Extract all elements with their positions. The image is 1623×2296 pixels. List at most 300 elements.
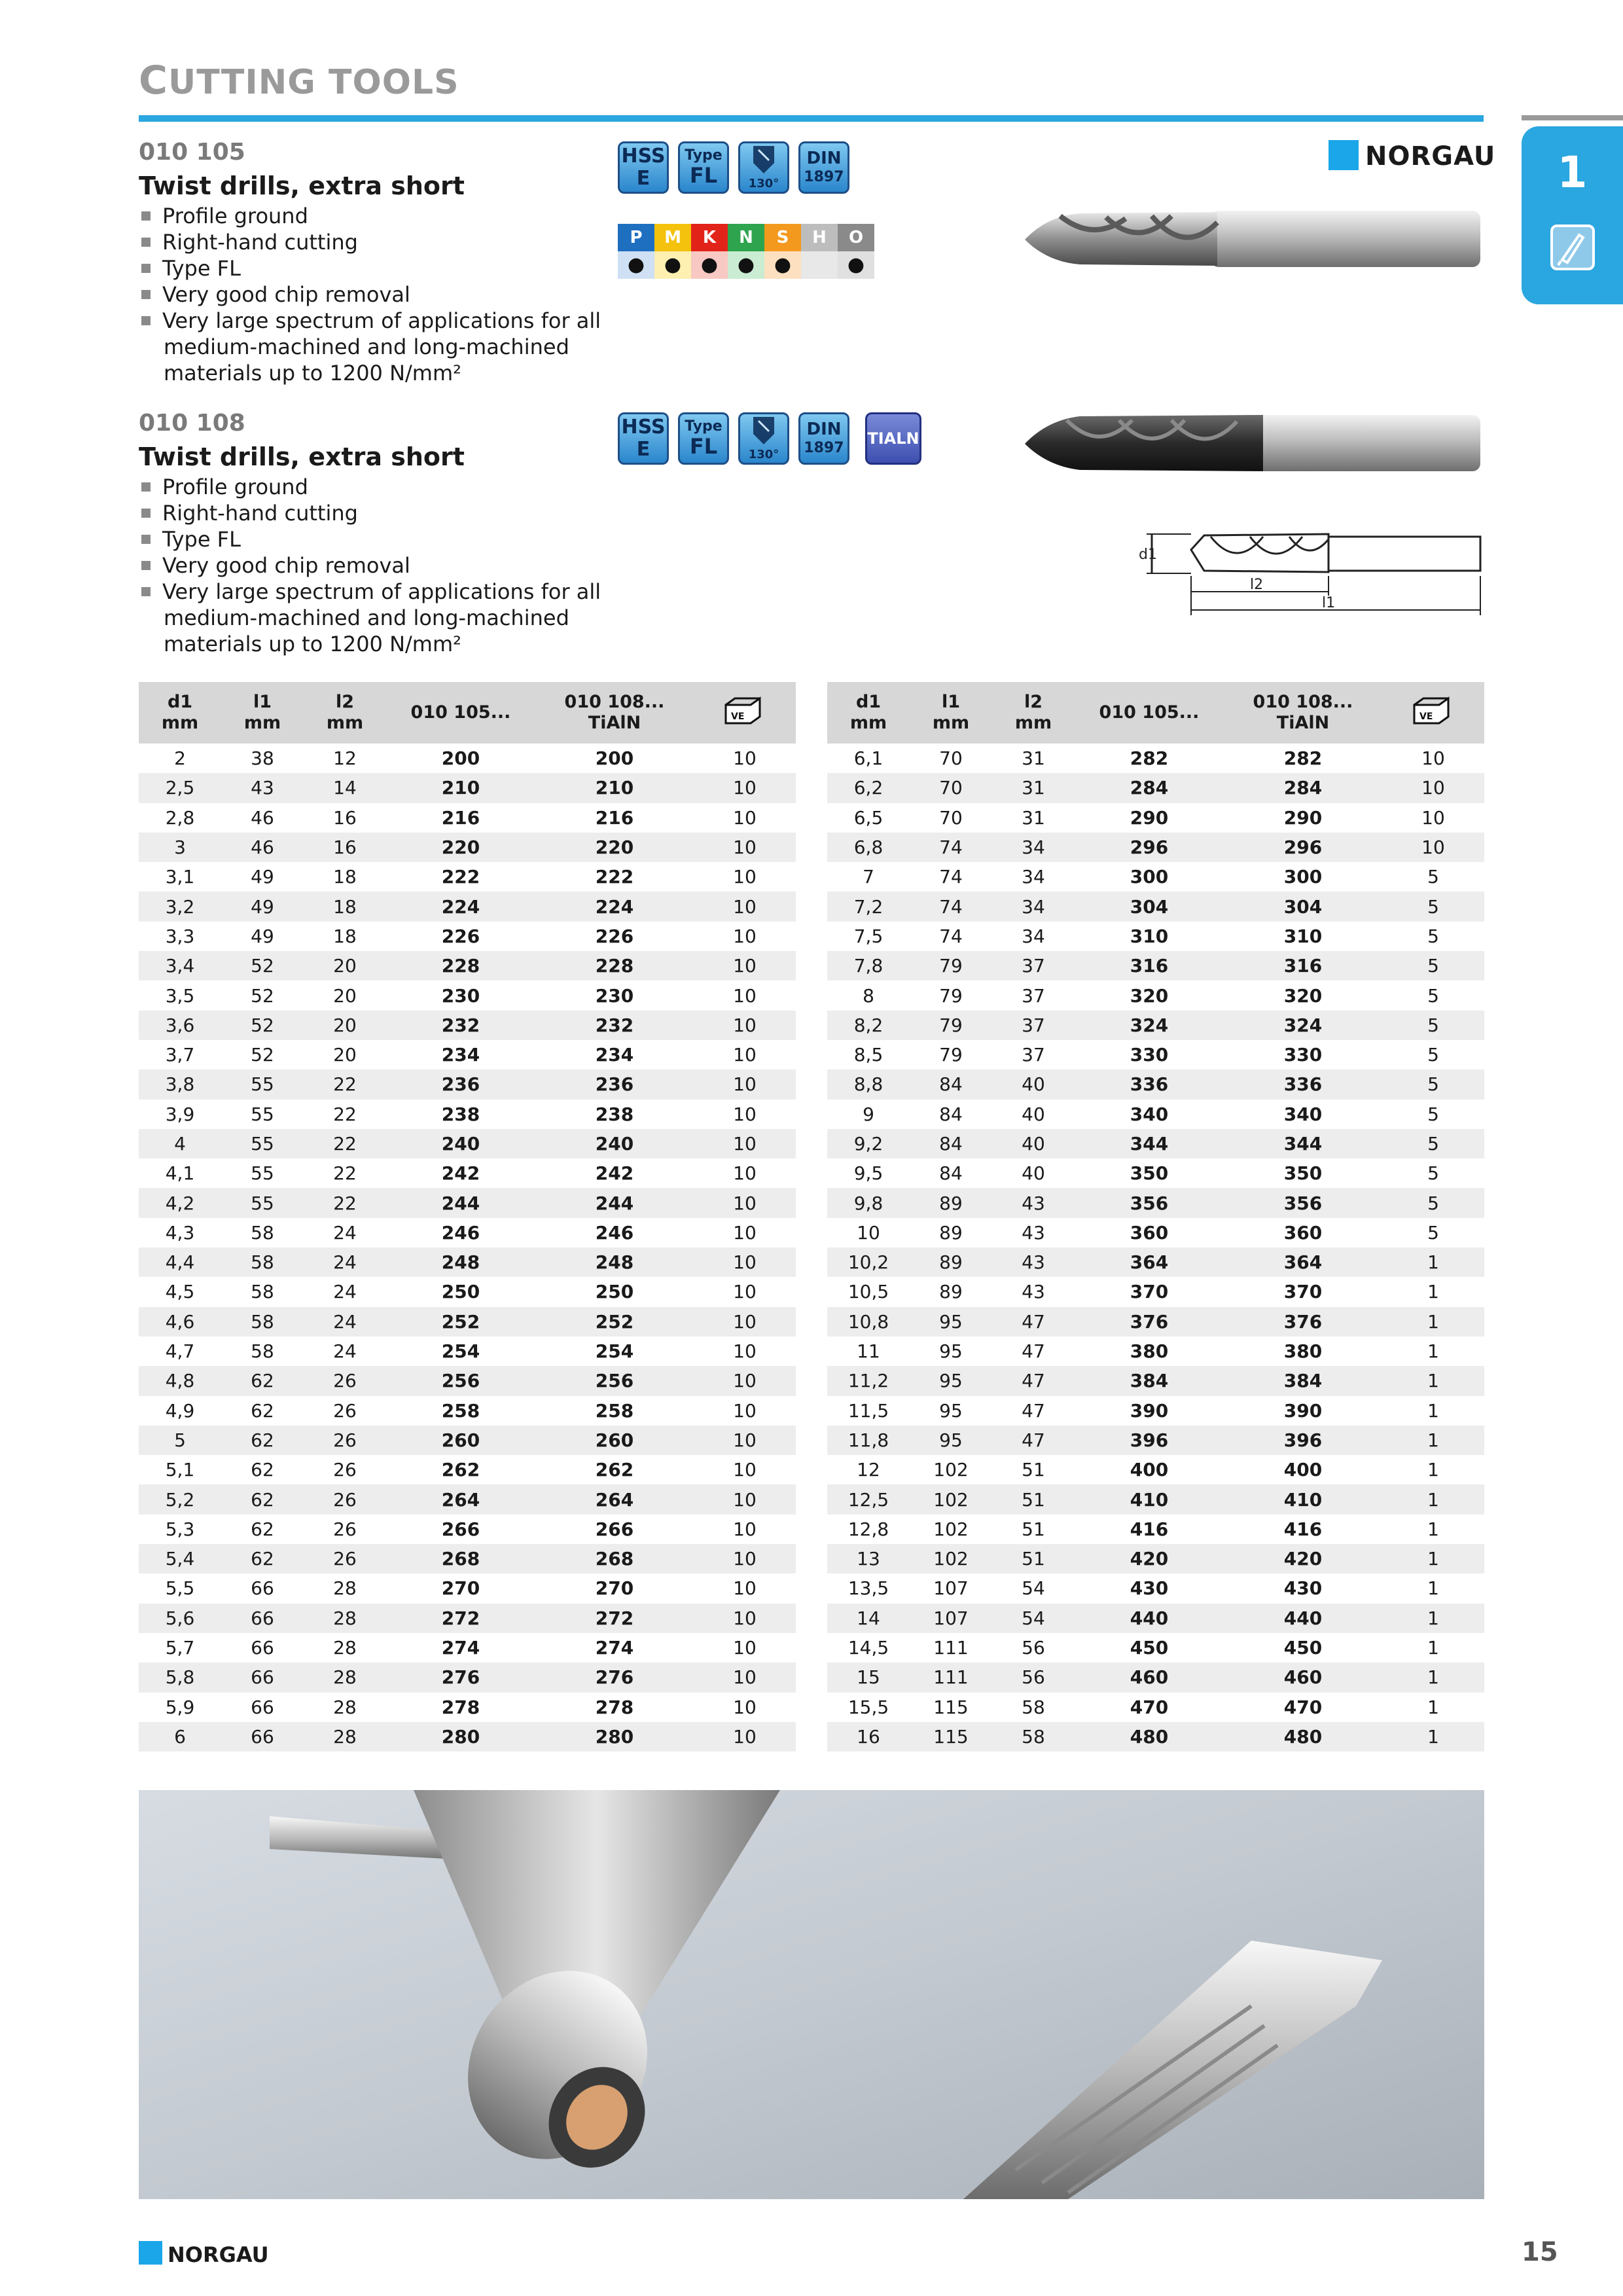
cell-l1: 62 [221, 1366, 304, 1395]
col-packaging [694, 682, 796, 744]
table-row [139, 1662, 796, 1692]
cell-010105: 460 [1075, 1662, 1224, 1692]
drill-icon [1550, 224, 1595, 270]
cell-packaging: 5 [1382, 951, 1484, 980]
cell-010108: 264 [535, 1484, 694, 1514]
feature-item-continued: medium-machined and long-machined [164, 605, 569, 630]
cell-d1: 4,8 [139, 1366, 221, 1395]
cell-010108: 410 [1224, 1484, 1382, 1514]
cell-010108: 248 [535, 1247, 694, 1277]
cell-l2: 31 [1022, 747, 1045, 770]
cell-l2: 26 [333, 1399, 357, 1422]
col-l2: l2 mm [992, 682, 1075, 744]
cell-010108: 390 [1283, 1399, 1323, 1422]
cell-l1: 115 [933, 1696, 969, 1718]
cell-d1: 9,5 [853, 1162, 883, 1185]
cell-010105: 296 [1075, 833, 1224, 862]
cell-l1: 52 [221, 951, 304, 980]
cell-010108: 370 [1283, 1281, 1323, 1303]
cell-010105: 256 [386, 1366, 535, 1395]
l2-label: l2 [1250, 577, 1264, 593]
cell-packaging: 5 [1427, 1162, 1439, 1185]
cell-l1: 49 [251, 925, 274, 947]
table-row [827, 1633, 1484, 1662]
cell-010108: 276 [535, 1662, 694, 1692]
cell-d1: 7 [863, 866, 874, 888]
cell-010108: 266 [595, 1518, 634, 1540]
bullet-icon [141, 535, 151, 544]
cell-010105: 324 [1075, 1011, 1224, 1040]
table-row [139, 980, 796, 1010]
cell-l1: 66 [251, 1577, 274, 1600]
cell-l2: 40 [1022, 1103, 1045, 1125]
cell-010105: 232 [386, 1011, 535, 1040]
table-row [139, 1693, 796, 1722]
cell-l2: 24 [333, 1340, 357, 1363]
page-number: 15 [1522, 2237, 1558, 2267]
cell-l2: 43 [1022, 1221, 1045, 1244]
table-row [139, 891, 796, 921]
cell-packaging: 10 [1382, 773, 1484, 802]
col-l1: l1 mm [221, 682, 304, 744]
cell-l2: 58 [1022, 1696, 1045, 1718]
cell-l2: 37 [1022, 1044, 1045, 1066]
cell-d1: 12 [857, 1459, 880, 1481]
cell-l1: 55 [221, 1188, 304, 1217]
material-group-o: O [838, 224, 874, 251]
cell-packaging: 1 [1427, 1281, 1439, 1303]
cell-d1: 4,9 [165, 1399, 195, 1422]
material-group-h: H [801, 224, 838, 251]
cell-l2: 14 [304, 773, 386, 802]
cell-010105: 220 [386, 833, 535, 862]
cell-010108: 232 [535, 1011, 694, 1040]
cell-l1: 84 [910, 1129, 992, 1158]
point-angle-badge: 130° [738, 412, 789, 465]
col-l1: l1 mm [910, 682, 992, 744]
cell-010105: 236 [386, 1069, 535, 1099]
cell-l1: 102 [933, 1459, 969, 1481]
cell-010105: 262 [441, 1459, 480, 1481]
cell-010105: 248 [386, 1247, 535, 1277]
cell-010105: 238 [441, 1103, 480, 1125]
cell-010105: 376 [1075, 1307, 1224, 1336]
table-row [139, 1722, 796, 1751]
packaging-unit-label: VE [1419, 711, 1433, 722]
cell-l2: 47 [992, 1426, 1075, 1455]
cell-010105: 276 [386, 1662, 535, 1692]
cell-l2: 51 [992, 1544, 1075, 1573]
feature-item: Type FL [141, 255, 601, 281]
cell-010108: 242 [595, 1162, 634, 1185]
cell-010105: 234 [441, 1044, 480, 1066]
cell-l2: 22 [304, 1129, 386, 1158]
cell-d1: 7,5 [853, 925, 883, 947]
table-row [827, 1336, 1484, 1366]
cell-packaging: 10 [694, 1426, 796, 1455]
bullet-icon [141, 290, 151, 299]
table-row [827, 1722, 1484, 1751]
cell-packaging: 10 [694, 1366, 796, 1395]
cell-l1: 55 [251, 1103, 274, 1125]
bullet-icon [141, 264, 151, 273]
product-title-1: Twist drills, extra short [139, 171, 465, 200]
table-row [827, 1100, 1484, 1129]
cell-l1: 95 [910, 1307, 992, 1336]
cell-010108: 300 [1283, 866, 1323, 888]
cell-d1: 5,1 [165, 1459, 195, 1481]
cell-010108: 430 [1283, 1577, 1323, 1600]
cell-010105: 416 [1130, 1518, 1169, 1540]
cell-l1: 79 [939, 1044, 963, 1066]
table-row [139, 1011, 796, 1040]
cell-l2: 26 [304, 1484, 386, 1514]
cell-010108: 260 [535, 1426, 694, 1455]
table-row [139, 922, 796, 951]
table-row [827, 1040, 1484, 1069]
table-row [827, 1011, 1484, 1040]
cell-l1: 52 [251, 984, 274, 1007]
table-row [827, 1247, 1484, 1277]
cell-010108: 236 [535, 1069, 694, 1099]
packaging-unit-icon [722, 696, 768, 725]
cell-d1: 2,5 [139, 773, 221, 802]
din-badge: DIN 1897 [798, 141, 849, 194]
cell-010105: 410 [1075, 1484, 1224, 1514]
type-fl-badge: Type FL [678, 141, 729, 194]
table-header [827, 682, 1484, 744]
cell-l2: 20 [333, 1044, 357, 1066]
cell-d1: 5,7 [165, 1637, 195, 1659]
cell-d1: 3,2 [139, 891, 221, 921]
cell-010105: 450 [1130, 1637, 1169, 1659]
cell-010105: 440 [1075, 1604, 1224, 1633]
badge-row-2 [618, 412, 958, 469]
cell-l1: 58 [251, 1340, 274, 1363]
dimension-drawing [1132, 511, 1486, 622]
badge-row-1 [618, 141, 893, 198]
cell-010105: 224 [386, 891, 535, 921]
cell-010105: 250 [441, 1281, 480, 1303]
feature-item-continued: medium-machined and long-machined [164, 334, 569, 359]
table-row [827, 1604, 1484, 1633]
table-row [827, 891, 1484, 921]
cell-d1: 4,5 [165, 1281, 195, 1303]
cell-010105: 222 [441, 866, 480, 888]
cell-l1: 102 [933, 1518, 969, 1540]
cell-010108: 480 [1224, 1722, 1382, 1751]
table-row [827, 1158, 1484, 1188]
cell-l1: 79 [910, 1011, 992, 1040]
cell-010108: 254 [595, 1340, 634, 1363]
cell-l2: 58 [992, 1722, 1075, 1751]
cell-packaging: 10 [1421, 747, 1445, 770]
cell-l1: 62 [251, 1518, 274, 1540]
cell-d1: 10,8 [827, 1307, 910, 1336]
material-applicability-o: ● [838, 251, 874, 279]
cell-d1: 5,5 [165, 1577, 195, 1600]
tap-wrench-photo [139, 1790, 1484, 2199]
table-row [139, 1336, 796, 1366]
cell-packaging: 1 [1427, 1399, 1439, 1422]
cell-d1: 6,8 [827, 833, 910, 862]
cell-packaging: 1 [1382, 1426, 1484, 1455]
cell-l1: 62 [221, 1426, 304, 1455]
cell-010105: 300 [1130, 866, 1169, 888]
cell-010105: 210 [386, 773, 535, 802]
cell-l2: 18 [304, 891, 386, 921]
cell-d1: 10,5 [847, 1281, 889, 1303]
cell-packaging: 10 [694, 891, 796, 921]
packaging-unit-icon [1410, 696, 1456, 725]
bullet-icon [141, 316, 151, 325]
material-applicability-s: ● [764, 251, 801, 279]
cell-d1: 11,2 [827, 1366, 910, 1395]
cell-010105: 420 [1075, 1544, 1224, 1573]
cell-packaging: 10 [733, 1637, 757, 1659]
cell-l1: 74 [939, 866, 963, 888]
cell-010105: 320 [1130, 984, 1169, 1007]
cell-010105: 340 [1130, 1103, 1169, 1125]
cell-d1: 15 [827, 1662, 910, 1692]
cell-d1: 3,9 [165, 1103, 195, 1125]
cell-010108: 460 [1224, 1662, 1382, 1692]
cell-010108: 262 [595, 1459, 634, 1481]
feature-item: Profile ground [141, 474, 601, 500]
material-group-m: M [654, 224, 691, 251]
cell-l1: 58 [221, 1307, 304, 1336]
cell-010105: 360 [1130, 1221, 1169, 1244]
cell-010105: 252 [386, 1307, 535, 1336]
cell-d1: 3,5 [165, 984, 195, 1007]
cell-l2: 26 [304, 1544, 386, 1573]
cell-l1: 62 [221, 1484, 304, 1514]
cell-l1: 66 [221, 1662, 304, 1692]
cell-d1: 5,9 [165, 1696, 195, 1718]
material-applicability-k: ● [691, 251, 728, 279]
packaging-unit-label: VE [731, 711, 745, 722]
table-header [139, 682, 796, 744]
cell-d1: 5,6 [139, 1604, 221, 1633]
cell-d1: 3,6 [139, 1011, 221, 1040]
table-row [827, 1069, 1484, 1099]
cell-l2: 24 [333, 1221, 357, 1244]
table-row [139, 1069, 796, 1099]
cell-l1: 58 [251, 1281, 274, 1303]
cell-010105: 364 [1075, 1247, 1224, 1277]
cell-d1: 4,1 [165, 1162, 195, 1185]
cell-packaging: 10 [694, 1011, 796, 1040]
cell-l2: 24 [304, 1307, 386, 1336]
cell-010105: 280 [386, 1722, 535, 1751]
cell-010108: 290 [1283, 806, 1323, 829]
cell-packaging: 10 [733, 1221, 757, 1244]
cell-d1: 5,8 [139, 1662, 221, 1692]
d1-label: d1 [1139, 547, 1157, 563]
cell-packaging: 1 [1382, 1544, 1484, 1573]
cell-d1: 5,4 [139, 1544, 221, 1573]
cell-010108: 320 [1283, 984, 1323, 1007]
cell-l2: 26 [304, 1366, 386, 1395]
cell-010105: 244 [386, 1188, 535, 1217]
cell-l1: 70 [939, 747, 963, 770]
cell-010105: 268 [386, 1544, 535, 1573]
table-row [139, 744, 796, 773]
cell-010108: 396 [1224, 1426, 1382, 1455]
cell-packaging: 10 [733, 925, 757, 947]
l1-label: l1 [1322, 595, 1336, 611]
col-packaging [1382, 682, 1484, 744]
cell-010105: 356 [1075, 1188, 1224, 1217]
cell-packaging: 5 [1427, 925, 1439, 947]
cell-l1: 89 [910, 1247, 992, 1277]
cell-l1: 89 [910, 1188, 992, 1217]
type-fl-badge: Type FL [678, 412, 729, 465]
cell-d1: 6,5 [853, 806, 883, 829]
cell-010108: 416 [1283, 1518, 1323, 1540]
cell-010108: 420 [1224, 1544, 1382, 1573]
cell-packaging: 5 [1427, 1221, 1439, 1244]
cell-010108: 250 [595, 1281, 634, 1303]
cell-d1: 2 [174, 747, 186, 770]
cell-l2: 54 [1022, 1577, 1045, 1600]
cell-d1: 5,3 [165, 1518, 195, 1540]
cell-l1: 89 [939, 1221, 963, 1244]
cell-l1: 84 [939, 1162, 963, 1185]
bullet-icon [141, 509, 151, 518]
material-group-k: K [691, 224, 728, 251]
table-row [827, 951, 1484, 980]
cell-l2: 51 [1022, 1518, 1045, 1540]
cell-d1: 5 [139, 1426, 221, 1455]
cell-d1: 2,8 [165, 806, 195, 829]
cell-l1: 102 [910, 1484, 992, 1514]
cell-packaging: 10 [733, 1399, 757, 1422]
cell-packaging: 10 [694, 1544, 796, 1573]
point-angle-badge: 130° [738, 141, 789, 194]
cell-packaging: 10 [1421, 806, 1445, 829]
cell-packaging: 10 [694, 833, 796, 862]
cell-010108: 316 [1224, 951, 1382, 980]
product-code-1: 010 105 [139, 139, 245, 166]
cell-l1: 89 [939, 1281, 963, 1303]
cell-d1: 3,8 [139, 1069, 221, 1099]
cell-010108: 216 [595, 806, 634, 829]
cell-l2: 22 [333, 1162, 357, 1185]
tialn-coating-badge: TIALN [865, 412, 921, 465]
material-applicability-p: ● [618, 251, 654, 279]
cell-packaging: 1 [1382, 1722, 1484, 1751]
cell-l2: 43 [1022, 1281, 1045, 1303]
cell-packaging: 10 [733, 1281, 757, 1303]
cell-d1: 4 [139, 1129, 221, 1158]
cell-packaging: 10 [733, 1696, 757, 1718]
cell-l1: 55 [251, 1162, 274, 1185]
cell-l1: 66 [251, 1637, 274, 1659]
feature-item: Very good chip removal [141, 281, 601, 308]
col-d1: d1 mm [139, 682, 221, 744]
cell-010108: 350 [1283, 1162, 1323, 1185]
feature-item-continued: materials up to 1200 N/mm² [164, 632, 461, 656]
cell-l2: 40 [992, 1069, 1075, 1099]
cell-010108: 400 [1283, 1459, 1323, 1481]
cell-010108: 246 [595, 1221, 634, 1244]
cell-l2: 16 [333, 806, 357, 829]
cell-010105: 470 [1130, 1696, 1169, 1718]
section-tab [1522, 126, 1623, 304]
cell-l2: 56 [1022, 1637, 1045, 1659]
cell-010105: 336 [1075, 1069, 1224, 1099]
cell-010105: 350 [1130, 1162, 1169, 1185]
cell-010108: 336 [1224, 1069, 1382, 1099]
cell-010108: 240 [535, 1129, 694, 1158]
cell-l2: 47 [992, 1366, 1075, 1395]
cell-d1: 14,5 [847, 1637, 889, 1659]
cell-010108: 238 [595, 1103, 634, 1125]
cell-packaging: 1 [1382, 1484, 1484, 1514]
cell-l2: 28 [333, 1577, 357, 1600]
cell-010105: 430 [1130, 1577, 1169, 1600]
cell-010108: 440 [1224, 1604, 1382, 1633]
cell-l2: 24 [333, 1281, 357, 1303]
cell-010105: 390 [1130, 1399, 1169, 1422]
cell-010108: 224 [535, 891, 694, 921]
cell-l1: 107 [933, 1577, 969, 1600]
cell-010108: 272 [535, 1604, 694, 1633]
cell-010105: 400 [1130, 1459, 1169, 1481]
table-row [827, 1573, 1484, 1603]
table-row [827, 803, 1484, 833]
size-table-right [827, 682, 1484, 1751]
cell-l2: 37 [992, 1011, 1075, 1040]
cell-010108: 256 [535, 1366, 694, 1395]
cell-010105: 260 [386, 1426, 535, 1455]
cell-packaging: 1 [1427, 1518, 1439, 1540]
cell-l2: 47 [992, 1307, 1075, 1336]
cell-l2: 26 [333, 1459, 357, 1481]
footer-brand-square-icon [139, 2241, 162, 2265]
material-group-p: P [618, 224, 654, 251]
cell-l1: 62 [251, 1399, 274, 1422]
cell-d1: 9 [863, 1103, 874, 1125]
cell-l1: 95 [910, 1366, 992, 1395]
cell-packaging: 5 [1382, 1188, 1484, 1217]
cell-d1: 4,7 [165, 1340, 195, 1363]
cell-010105: 254 [441, 1340, 480, 1363]
cell-010108: 270 [595, 1577, 634, 1600]
cell-l1: 49 [251, 866, 274, 888]
cell-d1: 11 [857, 1340, 880, 1363]
cell-l1: 52 [251, 1044, 274, 1066]
table-row [827, 773, 1484, 802]
feature-item: Type FL [141, 526, 601, 552]
cell-l1: 107 [910, 1604, 992, 1633]
cell-d1: 10 [857, 1221, 880, 1244]
cell-l2: 26 [333, 1518, 357, 1540]
col-010105: 010 105... [386, 682, 535, 744]
col-010105: 010 105... [1075, 682, 1224, 744]
cell-d1: 7,2 [827, 891, 910, 921]
cell-d1: 9,8 [827, 1188, 910, 1217]
cell-l2: 28 [333, 1637, 357, 1659]
cell-010105: 310 [1130, 925, 1169, 947]
table-row [139, 803, 796, 833]
cell-010108: 356 [1224, 1188, 1382, 1217]
cell-l1: 70 [910, 773, 992, 802]
cell-packaging: 10 [733, 1518, 757, 1540]
cell-d1: 9,2 [827, 1129, 910, 1158]
cell-010108: 284 [1224, 773, 1382, 802]
